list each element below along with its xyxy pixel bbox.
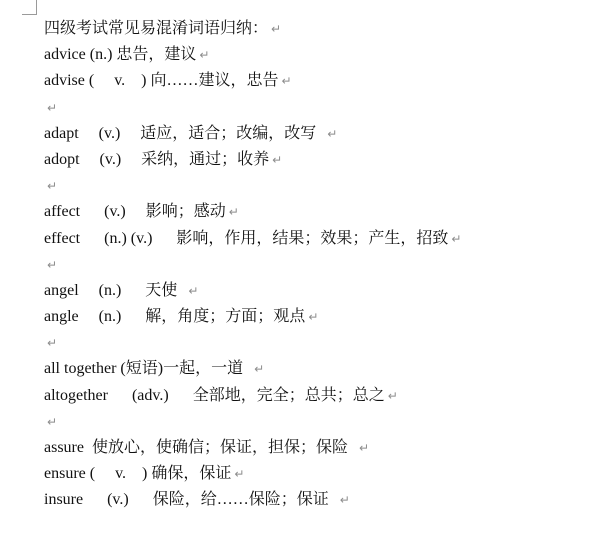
- paragraph-mark-icon: ↵: [451, 231, 462, 246]
- text-line: angle (n.) 解，角度；方面；观点 ↵: [44, 308, 319, 326]
- text-line: [44, 330, 594, 356]
- text-line: [44, 409, 594, 435]
- text-line: [44, 252, 594, 278]
- text-line: [44, 95, 594, 121]
- text-line: angel (n.) 天使 ↵: [44, 281, 199, 299]
- paragraph-mark-icon: ↵: [188, 283, 199, 298]
- paragraph-mark-icon: ↵: [199, 48, 210, 63]
- paragraph-mark-icon: ↵: [47, 179, 58, 194]
- page-margin-marker: [22, 0, 37, 15]
- text-line: altogether (adv.) 全部地，完全；总共；总之 ↵: [44, 386, 398, 404]
- document-title: 四级考试常见易混淆词语归纳： ↵: [44, 20, 282, 37]
- text-line: insure (v.) 保险，给……保险；保证 ↵: [44, 491, 350, 509]
- text-line: assure 使放心，使确信；保证，担保；保险 ↵: [44, 439, 370, 456]
- paragraph-mark-icon: ↵: [254, 362, 265, 377]
- text-line: adapt (v.) 适应，适合；改编，改写 ↵: [44, 124, 338, 142]
- paragraph-mark-icon: ↵: [281, 74, 292, 89]
- text-line: all together (短语)一起，一道 ↵: [44, 360, 265, 378]
- text-line: [44, 173, 594, 199]
- text-line: effect (n.) (v.) 影响，作用，结果；效果；产生，招致 ↵: [44, 229, 462, 247]
- paragraph-mark-icon: ↵: [308, 310, 319, 325]
- text-line: advice (n.) 忠告，建议 ↵: [44, 46, 210, 64]
- paragraph-mark-icon: ↵: [234, 467, 245, 482]
- paragraph-mark-icon: ↵: [47, 414, 58, 429]
- paragraph-mark-icon: ↵: [271, 22, 282, 36]
- paragraph-mark-icon: ↵: [339, 493, 350, 508]
- paragraph-mark-icon: ↵: [359, 441, 370, 455]
- text-line: adopt (v.) 采纳，通过；收养 ↵: [44, 150, 283, 168]
- paragraph-mark-icon: ↵: [272, 152, 283, 167]
- paragraph-mark-icon: ↵: [47, 336, 58, 351]
- text-line: advise ( v. ) 向……建议，忠告 ↵: [44, 72, 292, 90]
- text-line: ensure ( v. ) 确保，保证 ↵: [44, 465, 245, 483]
- text-line: affect (v.) 影响；感动 ↵: [44, 203, 239, 221]
- paragraph-mark-icon: ↵: [47, 257, 58, 272]
- paragraph-mark-icon: ↵: [387, 388, 398, 403]
- document-body[interactable]: [44, 16, 594, 514]
- paragraph-mark-icon: ↵: [47, 100, 58, 115]
- paragraph-mark-icon: ↵: [228, 205, 239, 220]
- paragraph-mark-icon: ↵: [327, 126, 338, 141]
